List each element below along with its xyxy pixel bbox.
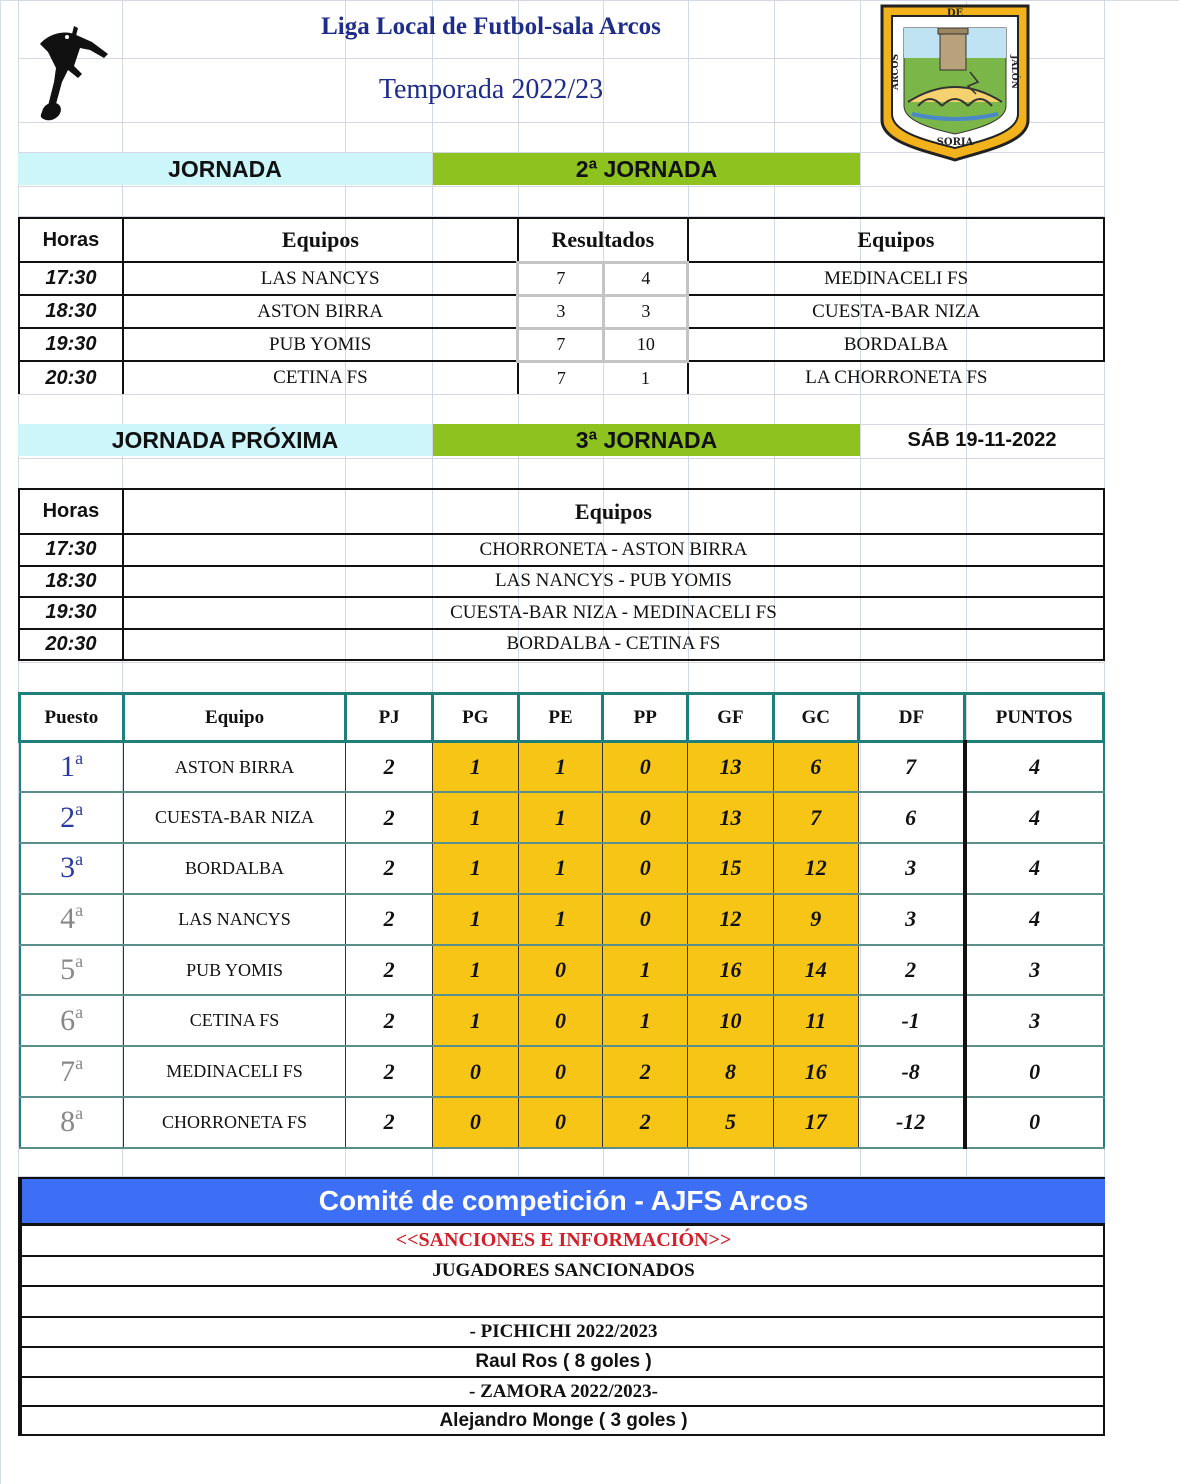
standings-position (20, 843, 124, 894)
position-ordinal: a (75, 849, 84, 870)
standings-pp: 0 (603, 792, 688, 843)
standings-pg: 0 (432, 1046, 518, 1097)
standings-team: BORDALBA (123, 843, 346, 894)
standings-header-pg: PG (432, 694, 518, 742)
results-table (18, 217, 1105, 394)
standings-gc: 7 (773, 792, 858, 843)
standings-row (20, 995, 1104, 1046)
standings-pe: 0 (518, 1046, 603, 1097)
match-away-team: CUESTA-BAR NIZA (688, 295, 1104, 328)
standings-pp: 1 (603, 945, 688, 996)
standings-row (20, 894, 1104, 945)
standings-pp: 0 (603, 843, 688, 894)
match-away-team: LA CHORRONETA FS (688, 361, 1104, 394)
sanctioned-players-heading: JUGADORES SANCIONADOS (22, 1257, 1105, 1287)
footballer-kicking-icon (34, 22, 114, 122)
standings-header-df: DF (858, 694, 965, 742)
zamora-player: Alejandro Monge ( 3 goles ) (439, 1409, 688, 1431)
standings-df: -12 (858, 1097, 965, 1148)
next-round-table (18, 488, 1105, 661)
position-ordinal: a (75, 1001, 84, 1022)
standings-pj: 2 (346, 843, 433, 894)
standings-gc: 17 (773, 1097, 858, 1148)
results-header-results: Resultados (518, 218, 688, 262)
standings-position (20, 1046, 124, 1097)
standings-pj: 2 (346, 894, 433, 945)
season-label: Temporada 2022/23 (378, 74, 604, 105)
match-home-goals: 7 (518, 262, 604, 295)
grid-row-line (18, 458, 1104, 459)
standings-pg: 1 (432, 843, 518, 894)
position-number: 7 (60, 1054, 76, 1088)
match-home-team: ASTON BIRRA (123, 295, 518, 328)
pichichi-player: Raul Ros ( 8 goles ) (22, 1348, 1105, 1378)
arcos-de-jalon-crest-icon (878, 2, 1032, 162)
match-away-goals: 3 (604, 295, 688, 328)
standings-pe: 1 (518, 742, 603, 793)
position-ordinal: a (75, 798, 84, 819)
standings-header-pp: PP (603, 694, 688, 742)
standings-df: 3 (858, 843, 965, 894)
standings-gf: 10 (688, 995, 774, 1046)
match-home-goals: 7 (518, 328, 604, 361)
standings-gc: 14 (773, 945, 858, 996)
fixture-row (19, 629, 1104, 661)
standings-header-gf: GF (688, 694, 774, 742)
standings-row (20, 742, 1104, 793)
standings-pts: 4 (965, 894, 1104, 945)
standings-gc: 9 (773, 894, 858, 945)
standings-gc: 6 (773, 742, 858, 793)
standings-header-pos: Puesto (20, 694, 124, 742)
fixture-time: 17:30 (19, 534, 123, 566)
match-home-team: PUB YOMIS (123, 328, 518, 361)
standings-pj: 2 (346, 792, 433, 843)
standings-gf: 8 (688, 1046, 774, 1097)
next-round-header-time: Horas (19, 489, 123, 534)
standings-row (20, 1097, 1104, 1148)
round-label-banner: JORNADA (18, 153, 432, 185)
fixture-teams: BORDALBA - CETINA FS (123, 629, 1104, 661)
match-time: 20:30 (19, 361, 123, 394)
standings-pg: 1 (432, 995, 518, 1046)
standings-row (20, 945, 1104, 996)
sanctions-info: <<SANCIONES E INFORMACIÓN>> (22, 1226, 1105, 1257)
results-header-away: Equipos (688, 218, 1104, 262)
standings-pts: 0 (965, 1097, 1104, 1148)
standings-pj: 2 (346, 1097, 433, 1148)
standings-df: 2 (858, 945, 965, 996)
standings-gc: 11 (773, 995, 858, 1046)
standings-row (20, 843, 1104, 894)
position-number: 1 (60, 750, 76, 784)
standings-pts: 4 (965, 843, 1104, 894)
position-ordinal: a (75, 748, 84, 769)
results-header-time: Horas (19, 218, 123, 262)
standings-position (20, 792, 124, 843)
standings-pts: 0 (965, 1046, 1104, 1097)
standings-df: -8 (858, 1046, 965, 1097)
standings-pe: 0 (518, 945, 603, 996)
standings-pg: 1 (432, 742, 518, 793)
standings-pts: 3 (965, 995, 1104, 1046)
next-round-label-banner: JORNADA PRÓXIMA (18, 424, 432, 456)
position-ordinal: a (75, 951, 84, 972)
standings-pj: 2 (346, 1046, 433, 1097)
standings-pe: 0 (518, 1097, 603, 1148)
fixture-row (19, 566, 1104, 598)
fixture-teams: LAS NANCYS - PUB YOMIS (123, 566, 1104, 598)
standings-pg: 1 (432, 894, 518, 945)
standings-gc: 12 (773, 843, 858, 894)
match-row (19, 262, 1104, 295)
standings-team: CUESTA-BAR NIZA (123, 792, 346, 843)
standings-df: 3 (858, 894, 965, 945)
grid-row-line (18, 186, 1104, 187)
match-time: 18:30 (19, 295, 123, 328)
standings-team: LAS NANCYS (123, 894, 346, 945)
svg-text:DE: DE (946, 8, 964, 19)
results-header-row (19, 218, 1104, 262)
standings-gf: 5 (688, 1097, 774, 1148)
league-title: Liga Local de Futbol-sala Arcos (321, 13, 661, 40)
fixture-teams: CUESTA-BAR NIZA - MEDINACELI FS (123, 597, 1104, 629)
match-time: 17:30 (19, 262, 123, 295)
next-round-date: SÁB 19-11-2022 (907, 428, 1057, 451)
zamora-title: - ZAMORA 2022/2023- (22, 1378, 1105, 1407)
standings-df: 6 (858, 792, 965, 843)
position-number: 6 (60, 1003, 76, 1037)
standings-gf: 16 (688, 945, 774, 996)
standings-team: PUB YOMIS (123, 945, 346, 996)
standings-gf: 13 (688, 792, 774, 843)
match-away-team: BORDALBA (688, 328, 1104, 361)
standings-pg: 1 (432, 945, 518, 996)
next-round-name-banner: 3ª JORNADA (433, 424, 860, 456)
position-ordinal: a (75, 900, 84, 921)
fixture-time: 18:30 (19, 566, 123, 598)
standings-gf: 13 (688, 742, 774, 793)
pichichi-title: - PICHICHI 2022/2023 (22, 1318, 1105, 1348)
grid-row-line (18, 394, 1104, 395)
standings-pp: 1 (603, 995, 688, 1046)
svg-text:ARCOS: ARCOS (891, 54, 901, 90)
committee-title: Comité de competición - AJFS Arcos (22, 1179, 1105, 1226)
standings-position (20, 995, 124, 1046)
fixture-row (19, 534, 1104, 566)
standings-team: CETINA FS (123, 995, 346, 1046)
position-ordinal: a (75, 1052, 84, 1073)
match-away-goals: 4 (604, 262, 688, 295)
position-number: 4 (60, 902, 76, 936)
standings-row (20, 792, 1104, 843)
fixture-time: 19:30 (19, 597, 123, 629)
standings-header-gc: GC (773, 694, 858, 742)
standings-pp: 0 (603, 894, 688, 945)
standings-pe: 1 (518, 843, 603, 894)
standings-table (18, 692, 1105, 1149)
standings-pe: 0 (518, 995, 603, 1046)
match-away-goals: 10 (604, 328, 688, 361)
standings-pe: 1 (518, 792, 603, 843)
standings-df: -1 (858, 995, 965, 1046)
grid-row-line (18, 662, 1104, 663)
match-home-team: LAS NANCYS (123, 262, 518, 295)
fixture-time: 20:30 (19, 629, 123, 661)
svg-text:JALÓN: JALÓN (1009, 55, 1019, 89)
standings-header-points: PUNTOS (965, 694, 1104, 742)
fixture-row (19, 597, 1104, 629)
fixture-teams: CHORRONETA - ASTON BIRRA (123, 534, 1104, 566)
match-time: 19:30 (19, 328, 123, 361)
standings-pg: 0 (432, 1097, 518, 1148)
standings-pts: 4 (965, 792, 1104, 843)
round-name-banner: 2ª JORNADA (433, 153, 860, 185)
standings-gc: 16 (773, 1046, 858, 1097)
standings-row (20, 1046, 1104, 1097)
sanctioned-players-list (22, 1287, 1105, 1318)
match-away-goals: 1 (640, 367, 650, 388)
standings-pp: 2 (603, 1097, 688, 1148)
standings-position (20, 1097, 124, 1148)
match-away-team: MEDINACELI FS (688, 262, 1104, 295)
standings-pj: 2 (346, 945, 433, 996)
grid-row-line (18, 0, 1104, 1)
next-round-header-teams: Equipos (123, 489, 1104, 534)
position-number: 2 (60, 800, 76, 834)
standings-team: ASTON BIRRA (123, 742, 346, 793)
match-row (19, 361, 1104, 394)
standings-df: 7 (858, 742, 965, 793)
position-number: 5 (60, 953, 76, 987)
committee-panel (18, 1177, 1105, 1436)
position-number: 3 (60, 851, 76, 885)
match-home-goals: 7 (556, 367, 566, 388)
standings-pts: 3 (965, 945, 1104, 996)
position-ordinal: a (75, 1103, 84, 1124)
match-home-team: CETINA FS (123, 361, 518, 394)
match-home-goals: 3 (518, 295, 604, 328)
standings-pj: 2 (346, 995, 433, 1046)
standings-pg: 1 (432, 792, 518, 843)
standings-team: MEDINACELI FS (123, 1046, 346, 1097)
match-row (19, 295, 1104, 328)
standings-position (20, 894, 124, 945)
results-header-home: Equipos (123, 218, 518, 262)
standings-pts: 4 (965, 742, 1104, 793)
standings-position (20, 945, 124, 996)
standings-gf: 12 (688, 894, 774, 945)
svg-text:SORIA: SORIA (936, 137, 974, 148)
standings-body (20, 742, 1104, 1148)
standings-header-pj: PJ (346, 694, 433, 742)
standings-header-team: Equipo (123, 694, 346, 742)
standings-header-row (20, 694, 1104, 742)
standings-header-pe: PE (518, 694, 603, 742)
standings-position (20, 742, 124, 793)
next-round-header-row (19, 489, 1104, 534)
position-number: 8 (60, 1105, 76, 1139)
standings-pe: 1 (518, 894, 603, 945)
standings-gf: 15 (688, 843, 774, 894)
standings-pp: 0 (603, 742, 688, 793)
standings-team: CHORRONETA FS (123, 1097, 346, 1148)
match-row (19, 328, 1104, 361)
standings-pp: 2 (603, 1046, 688, 1097)
standings-pj: 2 (346, 742, 433, 793)
